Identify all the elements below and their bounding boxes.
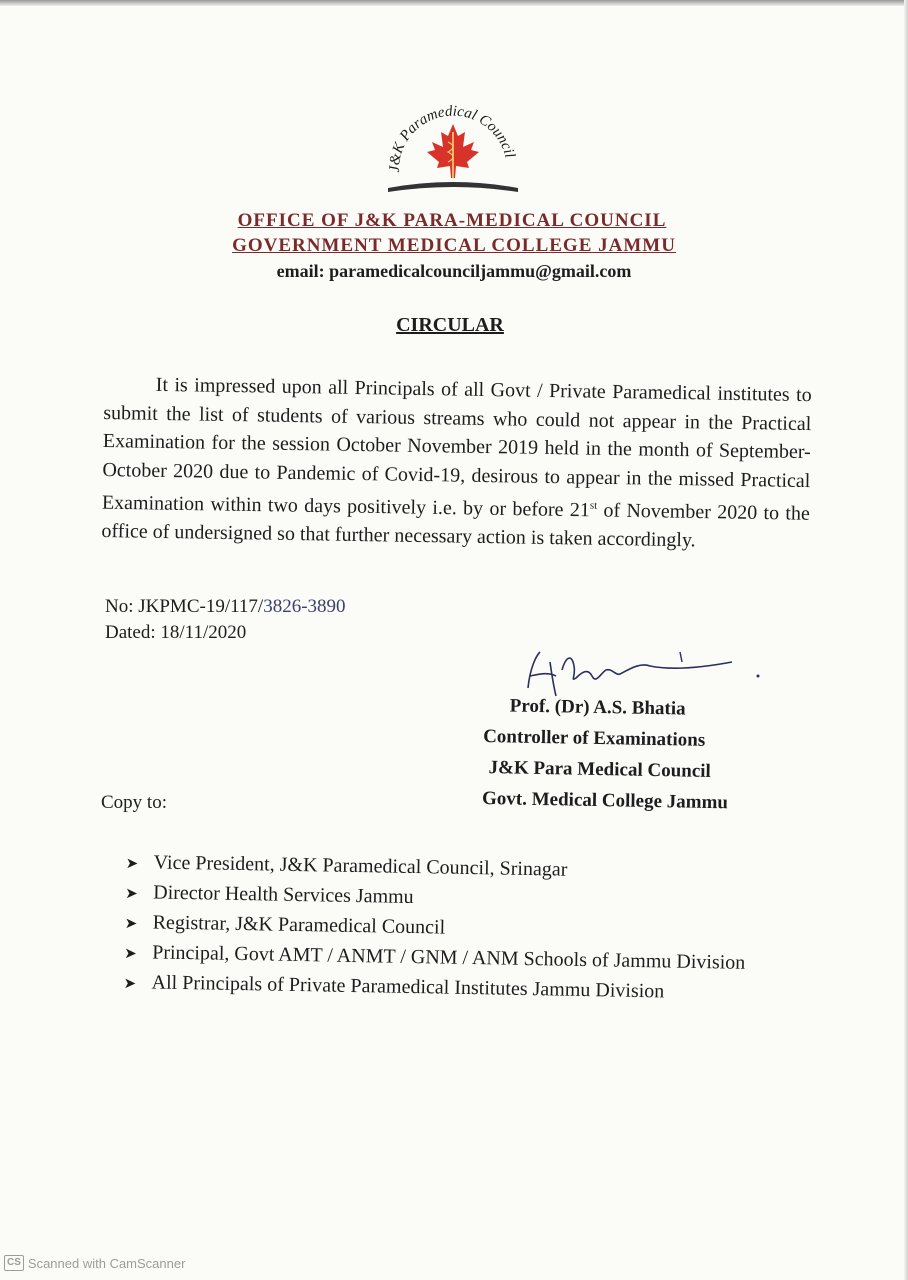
list-item: ➤ Registrar, J&K Paramedical Council: [124, 911, 446, 939]
signatory-name: Prof. (Dr) A.S. Bhatia: [509, 695, 686, 720]
body-text-part-2: of November 2020 to the office of undersigned so that further necessary action is taken accordingly.: [101, 499, 811, 552]
reference-number: [105, 596, 346, 618]
reference-label: No: JKPMC-19/117/: [105, 596, 264, 617]
email-line: email: paramedicalcounciljammu@gmail.com: [276, 261, 632, 281]
camscanner-logo-icon: CS: [4, 1255, 24, 1271]
list-item: ➤ All Principals of Private Paramedical Institutes Jammu Division: [123, 971, 665, 1003]
reference-range: 3826-3890: [263, 596, 346, 617]
svg-text:J&K Paramedical Council: J&K Paramedical Council: [386, 103, 518, 173]
copy-to-list: [123, 848, 747, 1009]
list-item: ➤ Principal, Govt AMT / ANMT / GNM / ANM Schools of Jammu Division: [124, 941, 746, 974]
college-heading: GOVERNMENT MEDICAL COLLEGE JAMMU: [232, 235, 676, 256]
arrow-bullet-icon: ➤: [125, 885, 138, 903]
list-item: ➤ Vice President, J&K Paramedical Council, Srinagar: [125, 851, 568, 881]
camscanner-watermark: [4, 1255, 185, 1271]
signatory-block: [482, 690, 730, 818]
arrow-bullet-icon: ➤: [123, 975, 137, 993]
circular-body: [101, 370, 812, 557]
circular-title: CIRCULAR: [396, 314, 504, 336]
council-logo: [378, 92, 528, 202]
arrow-bullet-icon: ➤: [124, 945, 137, 963]
body-text-part-1: It is impressed upon all Principals of all Govt / Private Paramedical institutes to submit the list of students of various streams who could not appear in the Practical Examination for the session October November 2019 held in the month of September-October 2020 due to Pandemic of Covid-19, desirous to appear in the missed Practical Examination within two days positively i.e. by or before 21: [101, 373, 812, 522]
watermark-text: Scanned with CamScanner: [27, 1255, 186, 1271]
signatory-title: Controller of Examinations: [483, 725, 706, 751]
copy-to-label: Copy to:: [101, 792, 167, 813]
signatory-council: J&K Para Medical Council: [488, 757, 711, 782]
date-line: Dated: 18/11/2020: [105, 622, 247, 643]
office-heading: OFFICE OF J&K PARA-MEDICAL COUNCIL: [237, 210, 667, 231]
page-top-edge: [0, 0, 908, 6]
arrow-bullet-icon: ➤: [125, 855, 139, 873]
arrow-bullet-icon: ➤: [124, 915, 138, 933]
list-item: ➤ Director Health Services Jammu: [125, 881, 414, 909]
page-right-edge: [904, 0, 908, 1280]
ordinal-suffix: st: [589, 499, 598, 512]
signatory-college: Govt. Medical College Jammu: [481, 787, 729, 814]
